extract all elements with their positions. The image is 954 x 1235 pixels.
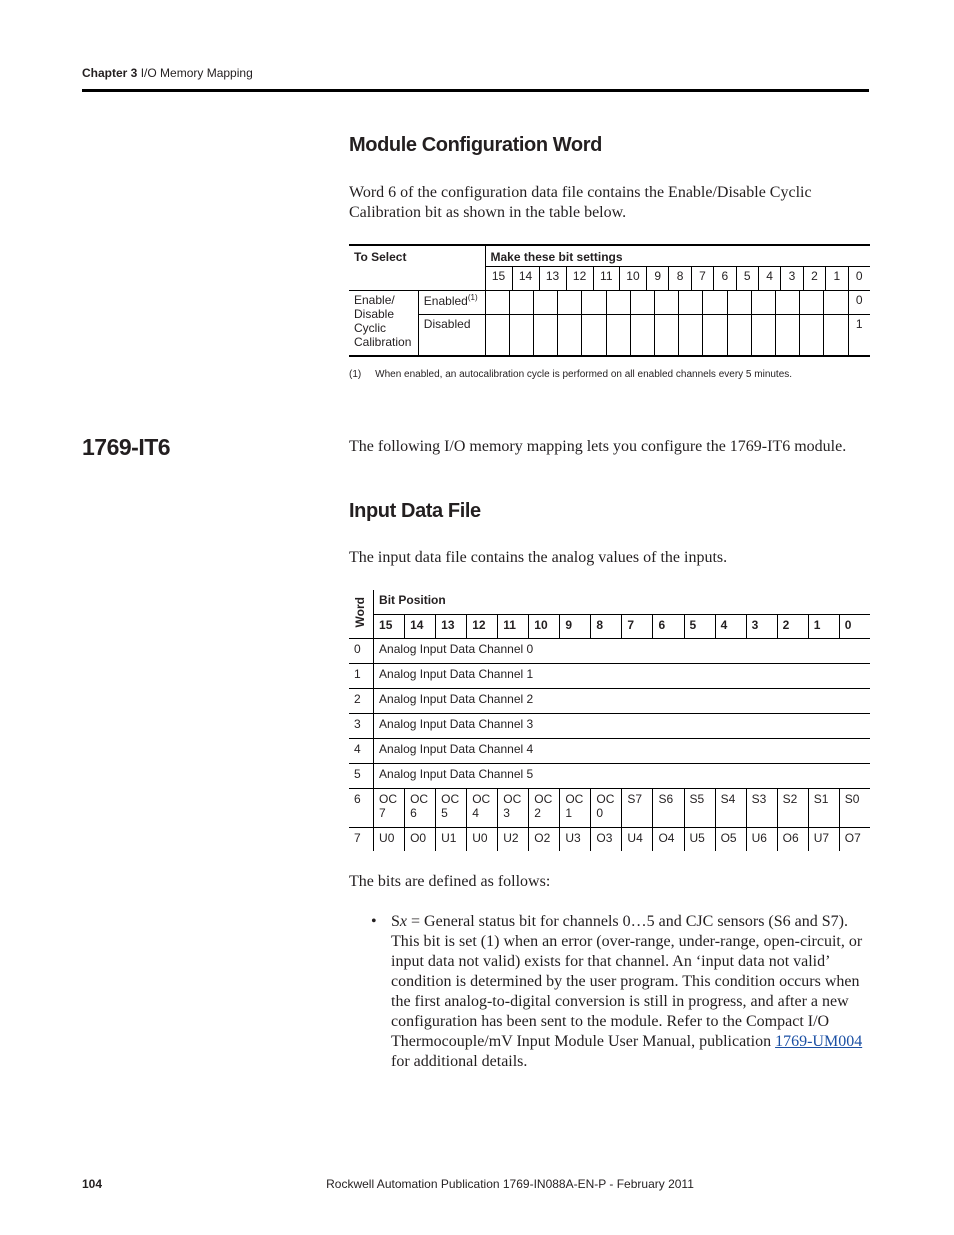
channel-description: Analog Input Data Channel 5 <box>374 763 870 788</box>
blank-bit-cell <box>702 291 726 314</box>
bit-position-header-cell: 7 <box>622 614 653 638</box>
word-number: 1 <box>349 663 374 688</box>
channel-description: Analog Input Data Channel 4 <box>374 738 870 763</box>
config-bit-header: 14 <box>512 267 539 291</box>
blank-bit-cell <box>630 291 654 314</box>
bit-position-header-cell: 13 <box>436 614 467 638</box>
table-row <box>349 663 870 688</box>
bullet-sx <box>371 912 869 1072</box>
blank-bit-cell <box>509 291 533 314</box>
status-bit-cell: S5 <box>684 788 715 827</box>
bit-position-header-cell: 1 <box>808 614 839 638</box>
channel-description: Analog Input Data Channel 0 <box>374 638 870 663</box>
word-number: 5 <box>349 763 374 788</box>
config-bit-header: 13 <box>539 267 566 291</box>
blank-bit-cell <box>702 315 726 355</box>
status-bit-cell: OC 4 <box>467 788 498 827</box>
status-bit-cell: U1 <box>436 827 467 851</box>
status-bit-cell: U3 <box>560 827 591 851</box>
status-bit-cell: O3 <box>591 827 622 851</box>
page-number: 104 <box>82 1177 103 1191</box>
status-bit-cell: O7 <box>839 827 870 851</box>
config-bit-header: 8 <box>669 267 691 291</box>
status-bit-cell: OC 2 <box>529 788 560 827</box>
bit-position-header-cell: 8 <box>591 614 622 638</box>
option-disabled: Disabled <box>418 315 485 356</box>
status-bit-cell: OC 6 <box>405 788 436 827</box>
blank-bit-cell <box>557 291 581 314</box>
bit-position-header-cell: 6 <box>653 614 684 638</box>
status-bit-cell: O2 <box>529 827 560 851</box>
status-bit-cell: S1 <box>808 788 839 827</box>
option-enabled: Enabled$^{(1)}$ <box>418 291 485 315</box>
config-bit-header: 11 <box>593 267 619 291</box>
blank-bit-cell <box>775 315 799 355</box>
blank-bit-cell <box>630 315 654 355</box>
section-heading-1769-it6: 1769-IT6 <box>82 434 171 460</box>
blank-bit-cell <box>509 315 533 355</box>
status-bit-cell: U0 <box>467 827 498 851</box>
bit-position-header-cell: 3 <box>746 614 777 638</box>
config-bit-header: 1 <box>826 267 848 291</box>
disabled-bit0: 1 <box>848 315 870 356</box>
status-bit-cell: OC 3 <box>498 788 529 827</box>
status-bit-cell: OC 0 <box>591 788 622 827</box>
config-bit-header: 15 <box>485 267 512 291</box>
bit-position-header: Bit Position <box>374 590 870 614</box>
status-bit-cell: U4 <box>622 827 653 851</box>
status-bit-cell: O0 <box>405 827 436 851</box>
blank-bit-cell <box>606 315 630 355</box>
status-bit-cell: U7 <box>808 827 839 851</box>
row-label-cyclic-calibration: Enable/ Disable Cyclic Calibration <box>349 291 418 356</box>
blank-bit-cell <box>727 291 751 314</box>
blank-bit-cell <box>654 291 678 314</box>
bit-position-header-cell: 9 <box>560 614 591 638</box>
table-row <box>349 638 870 663</box>
input-data-table <box>349 590 870 851</box>
status-bit-cell: OC 1 <box>560 788 591 827</box>
enabled-bit0: 0 <box>848 291 870 315</box>
blank-bit-cell <box>581 291 605 314</box>
blank-bit-cell <box>533 315 557 355</box>
bullet-dot: • <box>371 913 377 930</box>
table-row <box>349 713 870 738</box>
word-number: 3 <box>349 713 374 738</box>
disabled-blank-bits <box>485 315 848 356</box>
status-bit-cell: U5 <box>684 827 715 851</box>
status-bit-cell: U6 <box>746 827 777 851</box>
blank-bit-cell <box>799 315 823 355</box>
config-bit-header: 10 <box>619 267 646 291</box>
config-bit-header: 9 <box>646 267 668 291</box>
table-row <box>349 738 870 763</box>
blank-bit-cell <box>823 291 847 314</box>
blank-bit-cell <box>727 315 751 355</box>
table-row <box>349 827 870 851</box>
input-data-paragraph: The input data file contains the analog values of the inputs. <box>349 549 728 566</box>
bits-defined-text: The bits are defined as follows: <box>349 873 551 890</box>
status-bit-cell: S7 <box>622 788 653 827</box>
bullet-text: Sx = General status bit for channels 0…5 and CJC sensors (S6 and S7). This bit is set (1) when an error (over-range, under-range, open-circuit, or input data not valid) exists for that channel. An ‘input data not valid’ condition is determined by the user program. This condition occurs when the first analog-to-digital conversion is still in progress, and after a new configuration has been sent to the module. Refer to the Compact I/O Thermocouple/mV Input Module User Manual, publication 1769-UM004 for additional details. <box>391 913 863 1070</box>
status-bit-cell: O5 <box>715 827 746 851</box>
config-bit-header: 5 <box>736 267 758 291</box>
blank-bit-cell <box>751 291 775 314</box>
running-header <box>82 66 253 80</box>
bit-position-header-cell: 10 <box>529 614 560 638</box>
chapter-title: I/O Memory Mapping <box>140 66 253 80</box>
col-header-to-select: To Select <box>349 245 485 291</box>
blank-bit-cell <box>486 315 509 355</box>
bit-position-header-cell: 4 <box>715 614 746 638</box>
blank-bit-cell <box>775 291 799 314</box>
channel-description: Analog Input Data Channel 3 <box>374 713 870 738</box>
table-row <box>349 788 870 827</box>
blank-bit-cell <box>581 315 605 355</box>
config-bit-header: 6 <box>714 267 736 291</box>
status-bit-cell: U2 <box>498 827 529 851</box>
status-bit-cell: S0 <box>839 788 870 827</box>
blank-bit-cell <box>678 291 702 314</box>
config-bit-header: 4 <box>758 267 780 291</box>
publication-link[interactable]: 1769-UM004 <box>775 1033 863 1050</box>
bit-position-header-cell: 2 <box>777 614 808 638</box>
status-bit-cell: S3 <box>746 788 777 827</box>
enabled-blank-bits <box>485 291 848 315</box>
header-rule <box>82 89 869 92</box>
blank-bit-cell <box>606 291 630 314</box>
channel-description: Analog Input Data Channel 2 <box>374 688 870 713</box>
bit-position-header-cell: 11 <box>498 614 529 638</box>
word-number: 2 <box>349 688 374 713</box>
status-bit-cell: S2 <box>777 788 808 827</box>
status-bit-cell: U0 <box>374 827 405 851</box>
word-header: Word <box>353 597 367 628</box>
footnote: (1) When enabled, an autocalibration cycle is performed on all enabled channels every 5 minutes. <box>349 369 793 380</box>
word-number: 6 <box>349 788 374 827</box>
blank-bit-cell <box>533 291 557 314</box>
publication-info: Rockwell Automation Publication 1769-IN088A-EN-P - February 2011 <box>326 1177 694 1191</box>
word-number: 7 <box>354 830 361 845</box>
config-bit-header: 12 <box>566 267 593 291</box>
it6-paragraph: The following I/O memory mapping lets you configure the 1769-IT6 module. <box>349 438 847 455</box>
blank-bit-cell <box>799 291 823 314</box>
status-bit-cell: O6 <box>777 827 808 851</box>
table-row <box>349 688 870 713</box>
blank-bit-cell <box>654 315 678 355</box>
col-header-bit-settings: Make these bit settings <box>485 245 870 267</box>
bit-position-header-cell: 15 <box>374 614 405 638</box>
config-bit-header: 7 <box>691 267 713 291</box>
bit-position-header-cell: 14 <box>405 614 436 638</box>
config-word-paragraph: Word 6 of the configuration data file contains the Enable/Disable Cyclic Calibration bit as shown in the table below. <box>349 184 812 221</box>
blank-bit-cell <box>486 291 509 314</box>
status-bit-cell: S6 <box>653 788 684 827</box>
chapter-label: Chapter 3 <box>82 66 138 80</box>
word-number: 0 <box>349 638 374 663</box>
config-bit-header: 3 <box>781 267 803 291</box>
status-bit-cell: OC 5 <box>436 788 467 827</box>
config-bit-header: 2 <box>803 267 825 291</box>
section-heading-config-word: Module Configuration Word <box>349 134 602 156</box>
channel-description: Analog Input Data Channel 1 <box>374 663 870 688</box>
config-bit-header: 0 <box>848 267 870 291</box>
bit-position-header-cell: 5 <box>684 614 715 638</box>
status-bit-cell: S4 <box>715 788 746 827</box>
blank-bit-cell <box>823 315 847 355</box>
status-bit-cell: OC7 <box>374 788 405 827</box>
status-bit-cell: O4 <box>653 827 684 851</box>
word-number: 4 <box>349 738 374 763</box>
config-word-table <box>349 244 870 357</box>
blank-bit-cell <box>751 315 775 355</box>
bit-position-header-cell: 0 <box>839 614 870 638</box>
blank-bit-cell <box>678 315 702 355</box>
section-heading-input-data-file: Input Data File <box>349 500 481 522</box>
word-header-cell <box>349 590 374 638</box>
blank-bit-cell <box>557 315 581 355</box>
bit-position-header-cell: 12 <box>467 614 498 638</box>
table-row <box>349 763 870 788</box>
